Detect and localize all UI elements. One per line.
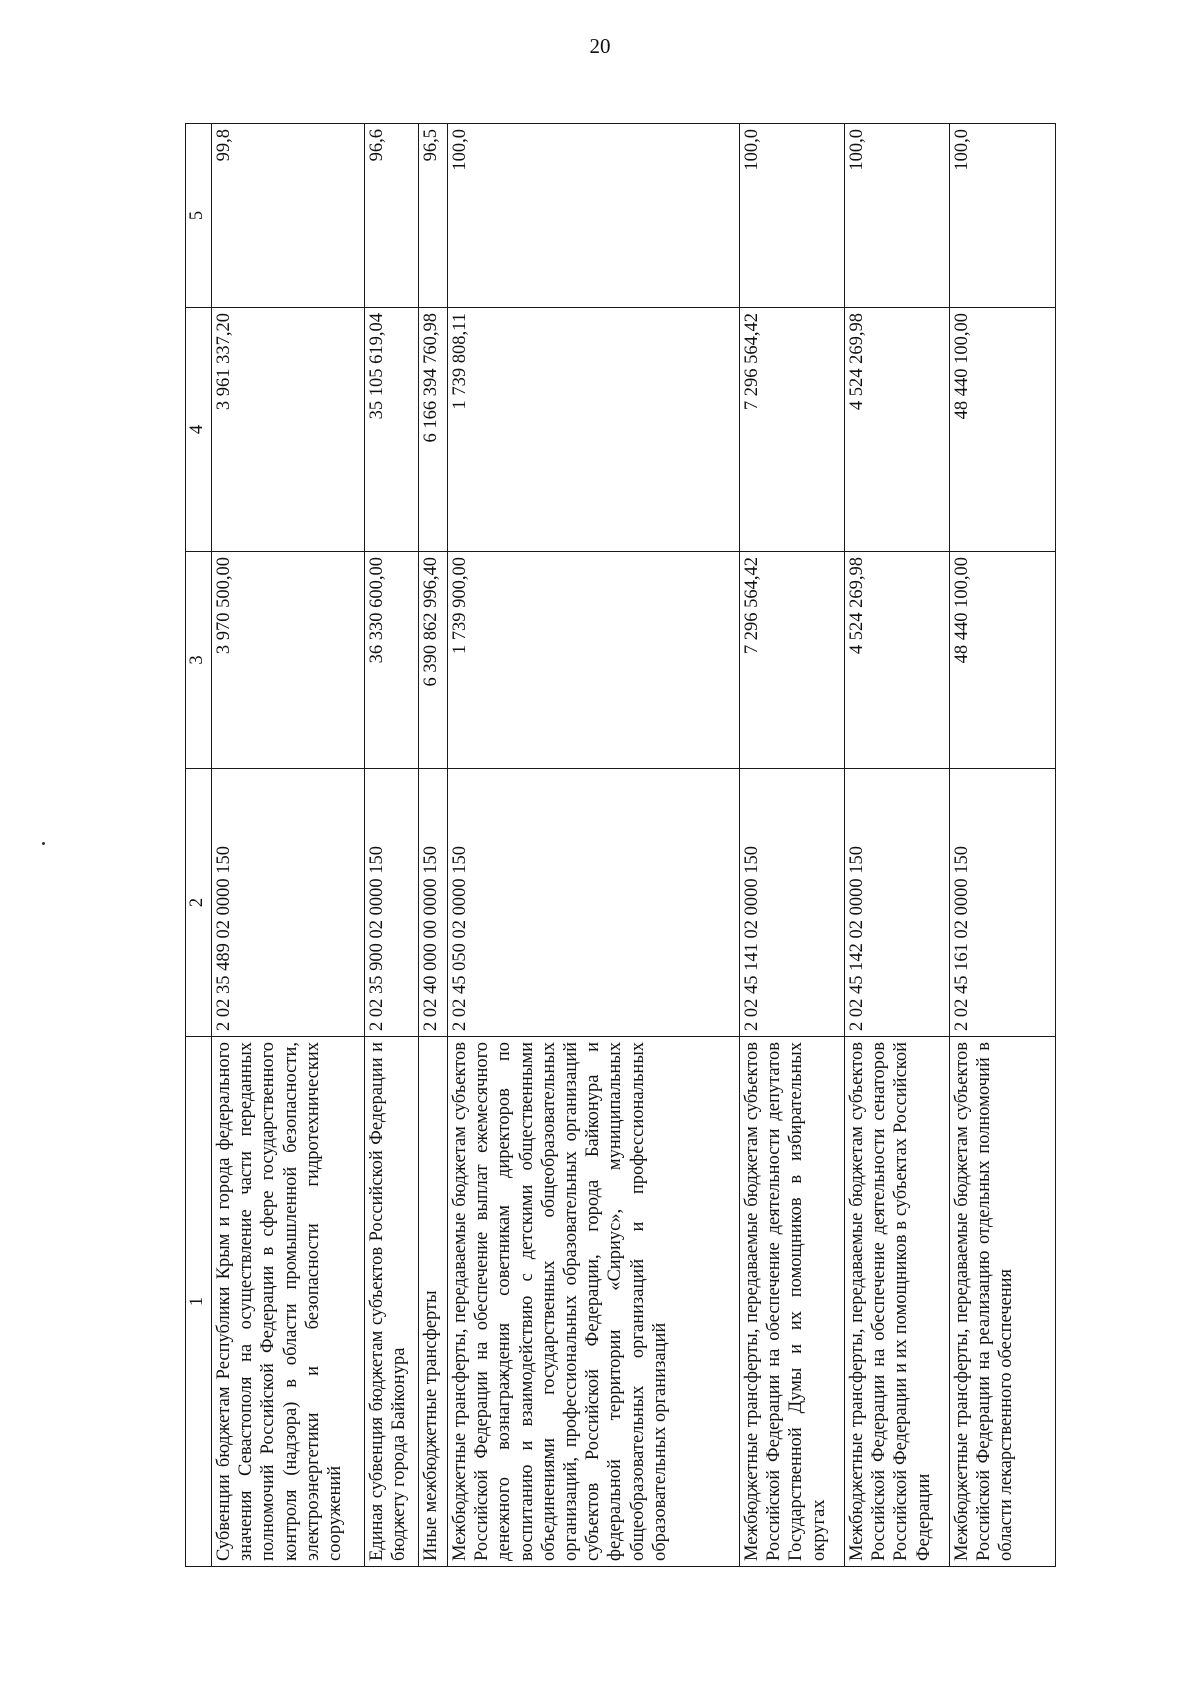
table-row (845, 124, 950, 1567)
row-actual: 1 739 808,11 (448, 308, 740, 552)
row-code: 2 02 35 489 02 0000 150 (212, 769, 365, 1037)
row-name: Субвенции бюджетам Республики Крым и города федерального значения Севастополя на осуществление части переданных полномочий Российской Федерации в сфере государственного контроля (надзора) в области промышленной безопасности, электроэнергетики и безопасности гидротехнических сооружений (212, 1037, 365, 1567)
table-row (448, 124, 740, 1567)
table-row (419, 124, 448, 1567)
row-plan: 7 296 564,42 (740, 552, 845, 769)
row-percent: 96,5 (419, 124, 448, 308)
row-code: 2 02 45 050 02 0000 150 (448, 769, 740, 1037)
row-plan: 4 524 269,98 (845, 552, 950, 769)
row-plan: 1 739 900,00 (448, 552, 740, 769)
row-name: Иные межбюджетные трансферты (419, 1037, 448, 1567)
row-name: Межбюджетные трансферты, передаваемые бюджетам субъектов Российской Федерации на реализацию отдельных полномочий в области лекарственного обеспечения (950, 1037, 1056, 1567)
row-code: 2 02 40 000 00 0000 150 (419, 769, 448, 1037)
row-plan: 6 390 862 996,40 (419, 552, 448, 769)
budget-table (185, 123, 1056, 1567)
header-col-3: 3 (186, 552, 212, 769)
row-percent: 96,6 (365, 124, 419, 308)
row-name: Единая субвенция бюджетам субъектов Российской Федерации и бюджету города Байконура (365, 1037, 419, 1567)
row-percent: 100,0 (740, 124, 845, 308)
scan-speck (42, 842, 45, 845)
row-plan: 3 970 500,00 (212, 552, 365, 769)
row-actual: 6 166 394 760,98 (419, 308, 448, 552)
row-actual: 35 105 619,04 (365, 308, 419, 552)
row-name: Межбюджетные трансферты, передаваемые бюджетам субъектов Российской Федерации на обеспечение деятельности сенаторов Российской Федерации и их помощников в субъектах Российской Федерации (845, 1037, 950, 1567)
row-code: 2 02 45 161 02 0000 150 (950, 769, 1056, 1037)
row-code: 2 02 45 142 02 0000 150 (845, 769, 950, 1037)
row-plan: 48 440 100,00 (950, 552, 1056, 769)
table-row (212, 124, 365, 1567)
row-percent: 99,8 (212, 124, 365, 308)
row-percent: 100,0 (845, 124, 950, 308)
row-name: Межбюджетные трансферты, передаваемые бюджетам субъектов Российской Федерации на обеспечение выплат ежемесячного денежного вознаграждения советникам директоров по воспитанию и взаимодействию с детскими общественными объединениями государственных общеобразовательных организаций, профессиональных образовательных организаций субъектов Российской Федерации, города Байконура и федеральной территории «Сириус», муниципальных общеобразовательных организаций и профессиональных образовательных организаций (448, 1037, 740, 1567)
row-actual: 3 961 337,20 (212, 308, 365, 552)
row-code: 2 02 45 141 02 0000 150 (740, 769, 845, 1037)
header-col-4: 4 (186, 308, 212, 552)
header-col-1: 1 (186, 1037, 212, 1567)
row-actual: 4 524 269,98 (845, 308, 950, 552)
table-row (950, 124, 1056, 1567)
row-code: 2 02 35 900 02 0000 150 (365, 769, 419, 1037)
table-row (365, 124, 419, 1567)
budget-table-rotated (185, 124, 1055, 1567)
page-number: 20 (589, 34, 611, 58)
row-percent: 100,0 (950, 124, 1056, 308)
row-percent: 100,0 (448, 124, 740, 308)
row-actual: 48 440 100,00 (950, 308, 1056, 552)
table-header-row (186, 124, 212, 1567)
header-col-5: 5 (186, 124, 212, 308)
row-plan: 36 330 600,00 (365, 552, 419, 769)
row-name: Межбюджетные трансферты, передаваемые бюджетам субъектов Российской Федерации на обеспечение деятельности депутатов Государственной Думы и их помощников в избирательных округах (740, 1037, 845, 1567)
header-col-2: 2 (186, 769, 212, 1037)
table-row (740, 124, 845, 1567)
row-actual: 7 296 564,42 (740, 308, 845, 552)
